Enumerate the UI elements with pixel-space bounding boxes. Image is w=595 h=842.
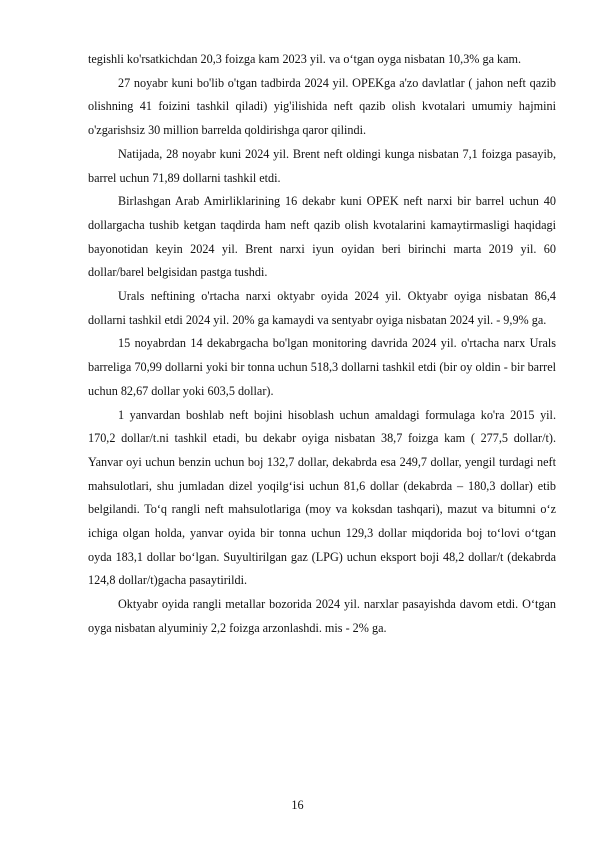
paragraph-metals-market: Oktyabr oyida rangli metallar bozorida 2024 yil. narxlar pasayishda davom etdi. Oʻtgan oyga nisbatan alyuminiy 2,2 foizga arzonlashdi. mis - 2% ga. — [88, 597, 556, 635]
page-number: 16 — [291, 798, 304, 812]
paragraph-uae-statement: Birlashgan Arab Amirliklarining 16 dekabr kuni OPEK neft narxi bir barrel uchun 40 dollargacha tushib ketgan taqdirda ham neft qazib olish kvotalarini kamaytirmasligi haqidagi bayonotidan keyin 2024 yil. Brent narxi iyun oyidan beri birinchi marta 2019 yil. 60 dollar/barel belgisidan pastga tushdi. — [88, 194, 556, 280]
paragraph-urals-october: Urals neftining o'rtacha narxi oktyabr oyida 2024 yil. Oktyabr oyiga nisbatan 86,4 dollarni tashkil etdi 2024 yil. 20% ga kamaydi va sentyabr oyiga nisbatan 2024 yil. - 9,9% ga. — [88, 289, 556, 327]
paragraph-export-duties: 1 yanvardan boshlab neft bojini hisoblash uchun amaldagi formulaga ko'ra 2015 yil. 170,2 dollar/t.ni tashkil etadi, bu dekabr oyiga nisbatan 38,7 foizga kam ( 277,5 dollar/t). Yanvar oyi uchun benzin uchun boj 132,7 dollar, dekabrda esa 249,7 dollar, yengil turdagi neft mahsulotlari, shu jumladan dizel yoqilgʻisi uchun 81,6 dollar (dekabrda – 180,3 dollar) etib belgilandi. Toʻq rangli neft mahsulotlariga (moy va koksdan tashqari), mazut va bitumni oʻz ichiga olgan holda, yanvar oyida bir tonna uchun 129,3 dollar miqdorida boj toʻlovi oʻtgan oyda 183,1 dollar boʻlgan. Suyultirilgan gaz (LPG) uchun eksport boji 48,2 dollar/t (dekabrda 124,8 dollar/t)gacha pasaytirildi. — [88, 407, 556, 588]
document-page — [88, 48, 556, 641]
paragraph-opec-meeting: 27 noyabr kuni bo'lib o'tgan tadbirda 2024 yil. OPEKga a'zo davlatlar ( jahon neft qazib olishning 41 foizini tashkil qiladi) yig'ilishida neft qazib olish kvotalari umumiy hajmini o'zgarishsiz 30 million barrelda qoldirishga qaror qilindi. — [88, 75, 556, 138]
paragraph-urals-monitoring: 15 noyabrdan 14 dekabrgacha bo'lgan monitoring davrida 2024 yil. o'rtacha narx Urals barreliga 70,99 dollarni yoki bir tonna uchun 518,3 dollarni tashkil etdi (bir oy oldin - bir barrel uchun 82,67 dollar yoki 603,5 dollar). — [88, 336, 556, 398]
paragraph-brent-drop: Natijada, 28 noyabr kuni 2024 yil. Brent neft oldingi kunga nisbatan 7,1 foizga pasayib, barrel uchun 71,89 dollarni tashkil etdi. — [88, 146, 556, 185]
paragraph-continuation: tegishli ko'rsatkichdan 20,3 foizga kam 2023 yil. va oʻtgan oyga nisbatan 10,3% ga kam. — [88, 52, 522, 66]
